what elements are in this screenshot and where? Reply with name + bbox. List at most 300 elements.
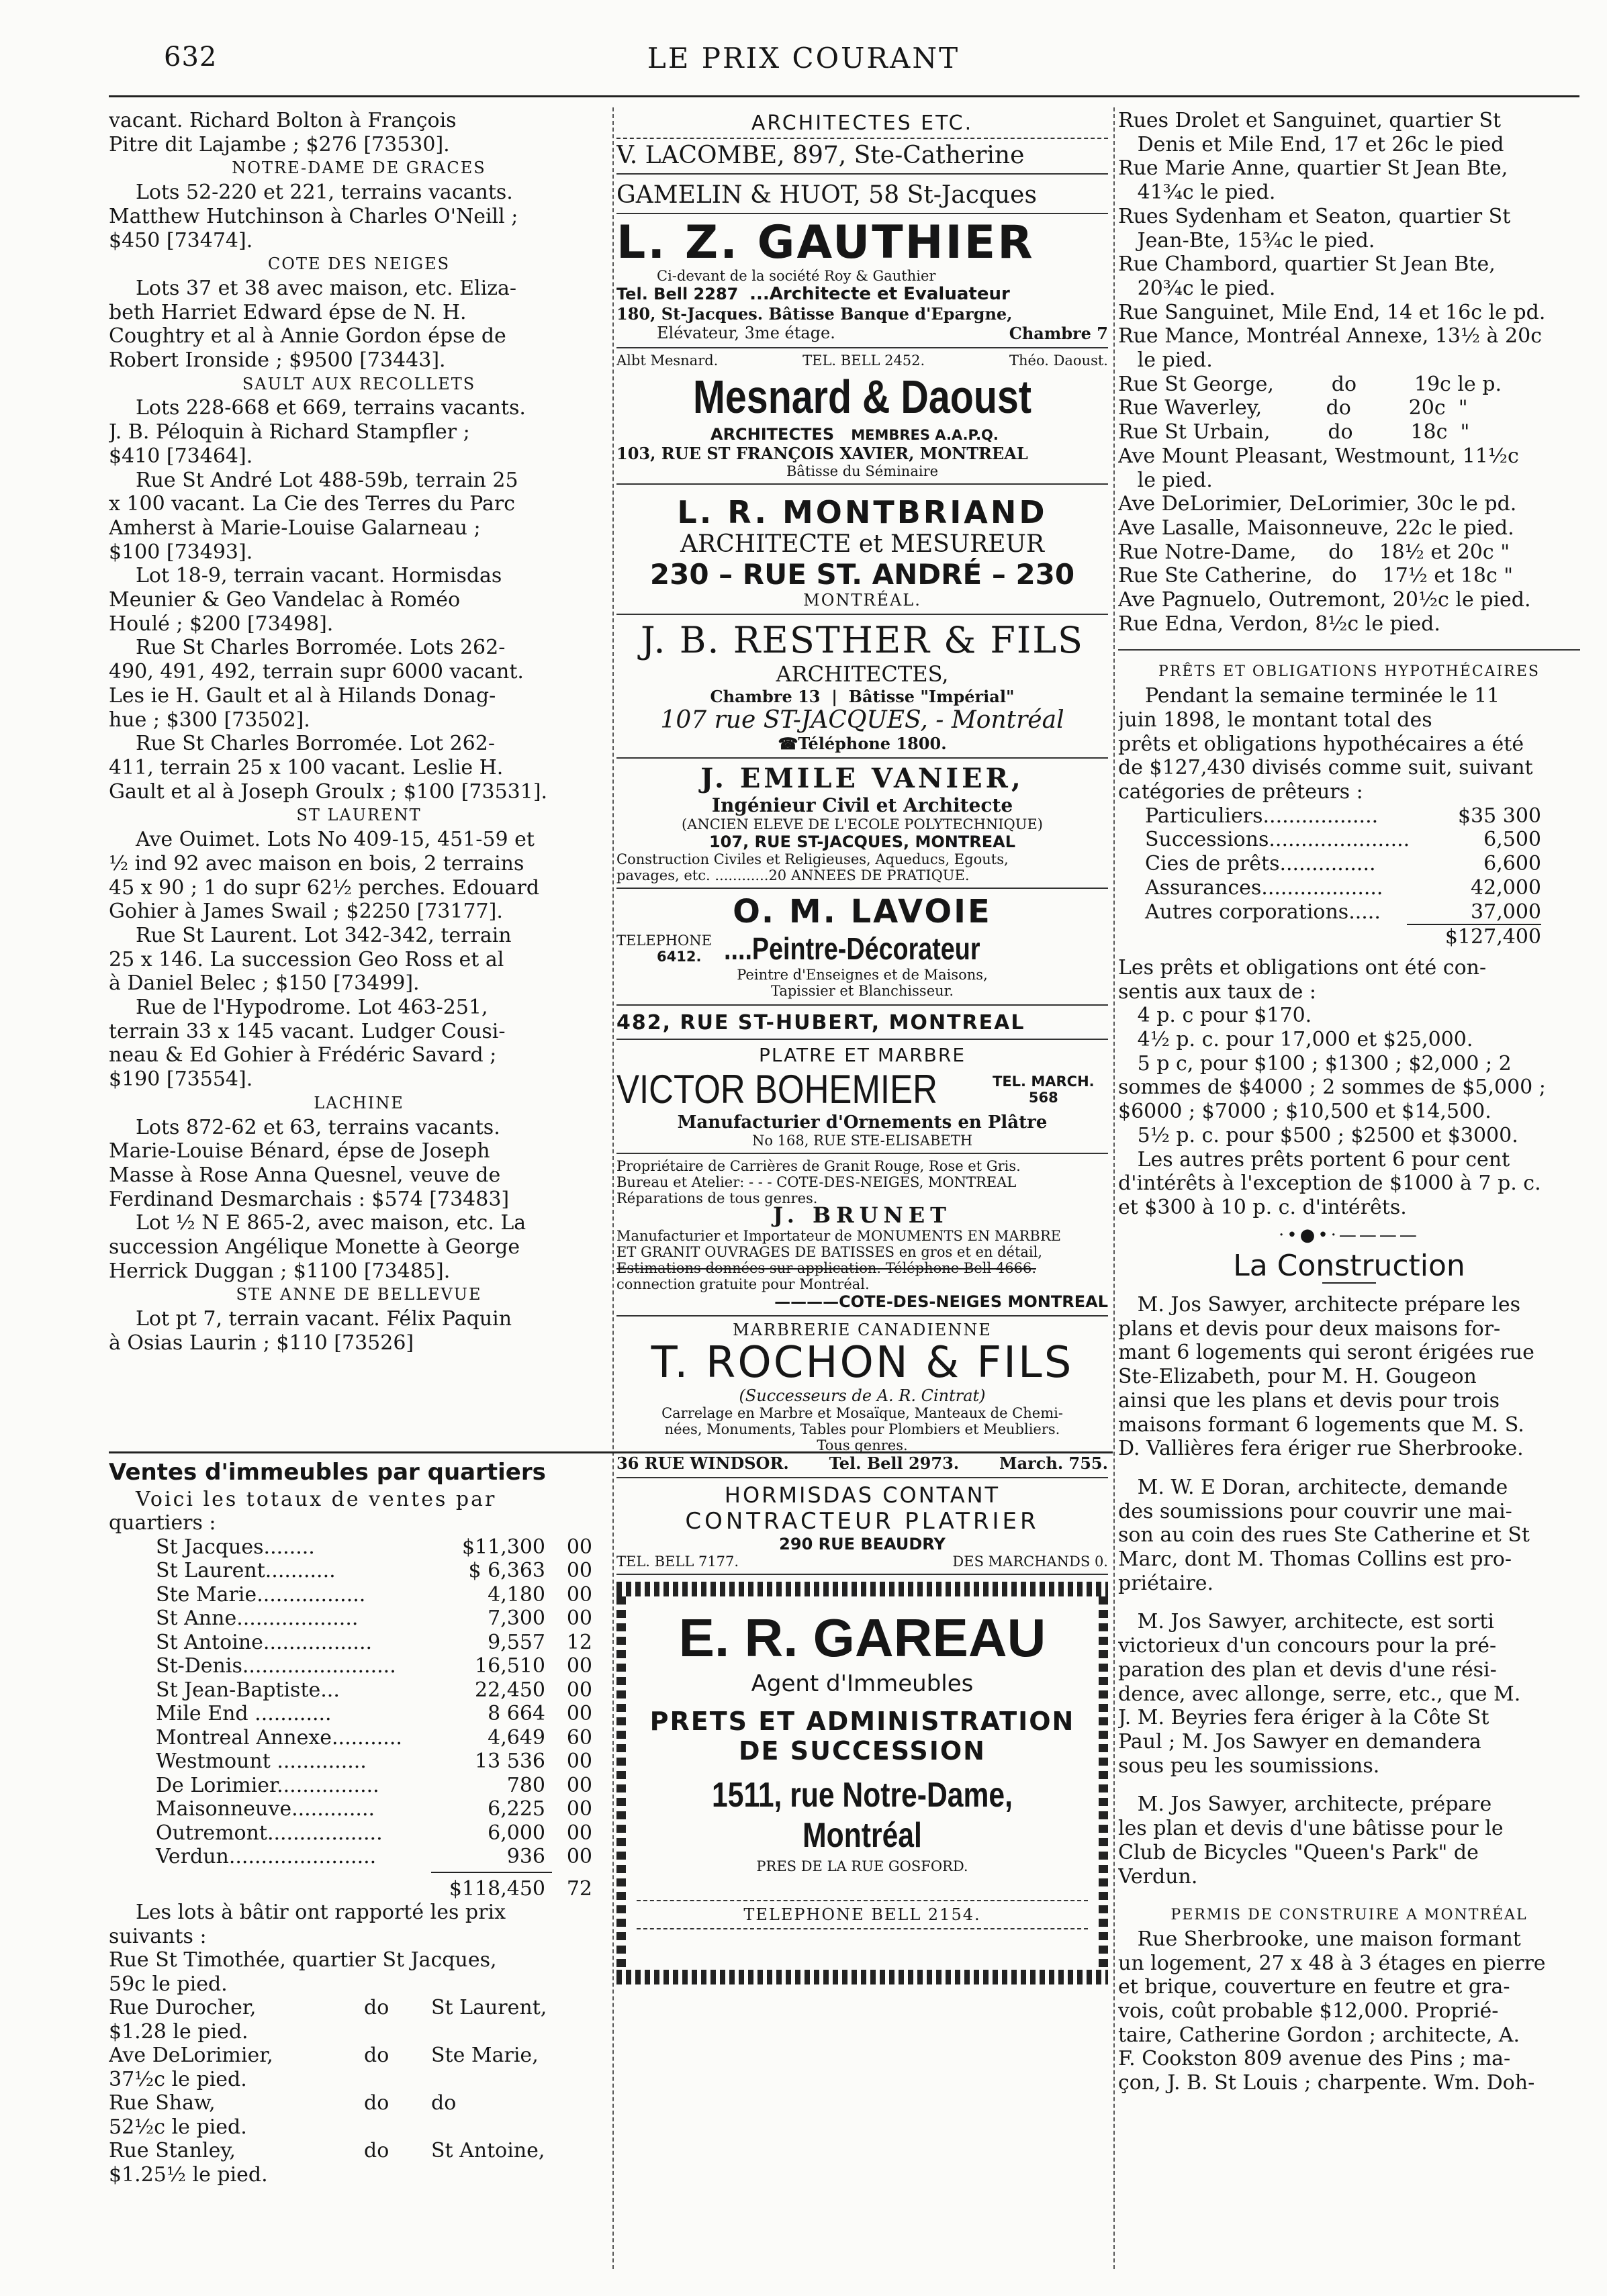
- ditto-mark: do: [364, 2139, 389, 2162]
- text-line: Ave DeLorimier, DeLorimier, 30c le pd.: [1118, 492, 1517, 516]
- contant-addr: 290 RUE BEAUDRY: [779, 1535, 946, 1553]
- text-line: Ferdinand Desmarchais : $574 [73483]: [109, 1187, 510, 1211]
- list-item: [109, 1948, 609, 1972]
- street-name: 59c le pied.: [109, 1972, 228, 1996]
- prix-intro: suivants :: [109, 1924, 207, 1948]
- section-heading: STE ANNE DE BELLEVUE: [236, 1285, 482, 1304]
- text-line: Pendant la semaine terminée le 11: [1145, 684, 1500, 708]
- text-line: $6000 ; $7000 ; $10,500 et $14,500.: [1118, 1100, 1491, 1124]
- prets-total-row: [1118, 924, 1580, 949]
- text-line: Rue Sanguinet, Mile End, 14 et 16c le pd.: [1118, 300, 1546, 324]
- text-line: Les autres prêts portent 6 pour cent: [1118, 1147, 1510, 1171]
- quartier-amount: 9,557: [488, 1630, 545, 1654]
- vanier-name: J. EMILE VANIER,: [700, 763, 1024, 794]
- quartier-name: St Laurent...........: [156, 1559, 336, 1582]
- list-item: [109, 2020, 609, 2044]
- list-item: [109, 2163, 609, 2187]
- quartier-amount: $11,300: [461, 1535, 545, 1559]
- text-line: les plan et devis d'une bâtisse pour le: [1118, 1817, 1504, 1841]
- entry-start: Rue St Charles Borromée. Lot 262-: [136, 732, 495, 756]
- paragraph: [1118, 1293, 1580, 1461]
- ventes-table: [109, 1535, 609, 1869]
- entry-start: Lot ½ N E 865-2, avec maison, etc. La: [136, 1211, 526, 1235]
- prets-header: PRÊTS ET OBLIGATIONS HYPOTHÉCAIRES: [1158, 663, 1540, 681]
- text-line: 45 x 90 ; 1 do supr 62½ perches. Edouard: [109, 875, 540, 900]
- header-rule: [109, 95, 1579, 97]
- loan-amount: $35 300: [1457, 804, 1541, 828]
- quartier-amount: 936: [506, 1845, 545, 1868]
- platre-header: PLATRE ET MARBRE: [758, 1044, 966, 1066]
- list-item: [109, 2139, 609, 2163]
- mesnard-top-line: [616, 352, 1108, 369]
- resther-ad: [616, 615, 1108, 759]
- quartier-cents: 00: [566, 1750, 592, 1773]
- ditto-mark: [364, 2068, 431, 2092]
- ornamental-border: [1099, 1596, 1108, 1970]
- quartier-cents: 60: [566, 1725, 592, 1750]
- gauthier-elev: Elévateur, 3me étage.: [657, 324, 835, 342]
- advertisements-column: [616, 109, 1108, 2277]
- street-name: $1.28 le pied.: [109, 2019, 248, 2044]
- table-row: [109, 1845, 609, 1869]
- entry-start: Lots 52-220 et 221, terrains vacants.: [136, 181, 513, 205]
- text-line: sentis aux taux de :: [1118, 979, 1317, 1004]
- resther-batisse: Bâtisse "Impérial": [848, 687, 1015, 706]
- ventes-intro: quartiers :: [109, 1511, 216, 1535]
- loan-amount: 6,600: [1483, 852, 1541, 876]
- text-line: sommes de $4000 ; 2 sommes de $5,000 ;: [1118, 1075, 1546, 1100]
- list-item: [109, 2091, 609, 2115]
- montbriand-role: ARCHITECTE et MESUREUR: [680, 530, 1045, 558]
- gauthier-tel-line: [616, 284, 1108, 304]
- mesnard-ad: [616, 348, 1108, 485]
- entry-start: Lot 18-9, terrain vacant. Hormisdas: [136, 564, 502, 588]
- text-line: J. B. Péloquin à Richard Stampfler ;: [109, 420, 470, 444]
- text-line: priétaire.: [1118, 1571, 1214, 1595]
- text-line: des soumissions pour couvrir une mai-: [1118, 1499, 1512, 1523]
- vanier-addr: 107, RUE ST-JACQUES, MONTREAL: [708, 832, 1016, 851]
- text-line: $450 [73474].: [109, 228, 253, 252]
- paragraph: [1118, 1610, 1580, 1778]
- quartier-amount: 6,225: [488, 1797, 545, 1821]
- street-name: $1.25½ le pied.: [109, 2162, 268, 2187]
- section-heading: NOTRE-DAME DE GRACES: [232, 158, 486, 178]
- vanier-ad: [616, 759, 1108, 889]
- bohemier-addr: No 168, RUE STE-ELISABETH: [751, 1133, 973, 1149]
- contant-tel: TEL. BELL 7177.: [616, 1553, 739, 1570]
- rochon-ad: [616, 1317, 1108, 1478]
- quartier-name: Montreal Annexe...........: [156, 1725, 402, 1750]
- bohemier-role: Manufacturier d'Ornements en Plâtre: [677, 1112, 1048, 1133]
- rochon-l3: Tous genres.: [817, 1437, 908, 1453]
- paragraph: [1118, 1792, 1580, 1888]
- section-heading: SAULT AUX RECOLLETS: [242, 374, 476, 393]
- text-line: Marie-Louise Bénard, épse de Joseph: [109, 1139, 490, 1163]
- transactions-column: [109, 109, 609, 1451]
- quartier-name: St Laurent,: [431, 1996, 547, 2019]
- brunet-l5: ET GRANIT OUVRAGES DE BATISSES en gros et en détail,: [616, 1244, 1043, 1260]
- text-line: x 100 vacant. La Cie des Terres du Parc: [109, 492, 516, 516]
- text-line: $190 [73554].: [109, 1067, 253, 1092]
- column-divider: [1113, 107, 1115, 2269]
- quartier-cents: 00: [566, 1582, 592, 1607]
- ditto-mark: [364, 2163, 431, 2187]
- quartier-cents: 00: [566, 1702, 592, 1725]
- mesnard-bat: Bâtisse du Séminaire: [786, 463, 939, 479]
- quartier-amount: 13 536: [475, 1750, 545, 1773]
- entry-start: Rue St André Lot 488-59b, terrain 25: [136, 468, 518, 492]
- text-line: Gault et al à Joseph Groulx ; $100 [73531].: [109, 779, 548, 804]
- text-line: paration des plan et devis d'une rési-: [1118, 1658, 1497, 1682]
- gareau-near: PRES DE LA RUE GOSFORD.: [756, 1858, 968, 1874]
- ditto-mark: do: [364, 2091, 389, 2115]
- entry-start: Lots 228-668 et 669, terrains vacants.: [136, 396, 526, 420]
- prix-intro: Les lots à bâtir ont rapporté les prix: [136, 1901, 506, 1924]
- text-line: M. Jos Sawyer, architecte, prépare: [1118, 1792, 1492, 1817]
- ventes-title: Ventes d'immeubles par quartiers: [109, 1461, 546, 1486]
- text-line: 20¾c le pied.: [1118, 276, 1276, 300]
- table-row: [109, 1535, 609, 1560]
- ventes-section: [109, 1461, 609, 2266]
- quartier-name: Verdun.......................: [156, 1845, 377, 1868]
- column-divider: [612, 107, 614, 2269]
- prix-list: [109, 1948, 609, 2187]
- prets-intro: [1118, 684, 1580, 804]
- resther-role: ARCHITECTES,: [776, 661, 949, 687]
- gareau-ad: [616, 1582, 1108, 1984]
- gauthier-tel: Tel. Bell 2287: [616, 285, 739, 303]
- contant-role: CONTRACTEUR PLATRIER: [685, 1508, 1040, 1535]
- montbriand-ad: [616, 485, 1108, 615]
- montbriand-name: L. R. MONTBRIAND: [677, 494, 1048, 530]
- ditto-mark: [364, 2020, 431, 2044]
- loan-amount: 6,500: [1483, 828, 1541, 852]
- ventes-total-cents: 72: [566, 1876, 592, 1901]
- quartier-cents: 00: [566, 1845, 592, 1868]
- text-line: succession Angélique Monette à George: [109, 1235, 520, 1259]
- text-line: Rue Chambord, quartier St Jean Bte,: [1118, 252, 1496, 277]
- quartier-name: [431, 2068, 609, 2092]
- quartier-cents: 00: [566, 1821, 592, 1845]
- section-heading: ST LAURENT: [296, 806, 422, 825]
- mesnard-addr: 103, RUE ST FRANÇOIS XAVIER, MONTREAL: [616, 444, 1028, 463]
- quartier-name: Outremont..................: [156, 1821, 383, 1845]
- quartier-cents: 00: [566, 1535, 592, 1559]
- text-line: et brique, couverture en feutre et gra-: [1118, 1975, 1510, 1999]
- quartier-name: [431, 2115, 609, 2140]
- ditto-mark: [364, 1972, 431, 1997]
- table-row: [1145, 900, 1580, 924]
- gauthier-name: L. Z. GAUTHIER: [616, 216, 1035, 269]
- street-name: 37½c le pied.: [109, 2067, 247, 2091]
- text-line: vois, coût probable $12,000. Proprié-: [1118, 1999, 1499, 2023]
- montbriand-city: MONTRÉAL.: [803, 591, 921, 610]
- architectes-header: ARCHITECTES ETC.: [751, 111, 974, 135]
- text-line: M. Jos Sawyer, architecte prépare les: [1118, 1293, 1521, 1317]
- text-line: Marc, dont M. Thomas Collins est pro-: [1118, 1547, 1512, 1572]
- lavoie-l2: Tapissier et Blanchisseur.: [770, 983, 954, 999]
- text-line: Rues Sydenham et Seaton, quartier St: [1118, 204, 1511, 228]
- entry-start: Ave Ouimet. Lots No 409-15, 451-59 et: [136, 828, 535, 852]
- rochon-addr: 36 RUE WINDSOR.: [616, 1453, 789, 1473]
- entry-start: Lots 872-62 et 63, terrains vacants.: [136, 1115, 500, 1139]
- text-line: J. M. Beyries fera ériger à la Côte St: [1118, 1706, 1489, 1730]
- ventes-intro: Voici les totaux de ventes par: [136, 1487, 497, 1511]
- text-line: Meunier & Geo Vandelac à Roméo: [109, 588, 461, 612]
- quartier-name: Westmount ..............: [156, 1750, 367, 1773]
- brunet-l1: Propriétaire de Carrières de Granit Rouge, Rose et Gris.: [616, 1158, 1021, 1174]
- resther-name: J. B. RESTHER & FILS: [640, 619, 1085, 661]
- rochon-sub: (Successeurs de A. R. Cintrat): [739, 1386, 986, 1405]
- table-row: [109, 1726, 609, 1750]
- text-line: $100 [73493].: [109, 540, 253, 564]
- brunet-l8-line: ————COTE-DES-NEIGES MONTREAL: [774, 1292, 1108, 1311]
- list-item: [109, 1996, 609, 2020]
- gareau-tel: TELEPHONE BELL 2154.: [637, 1900, 1088, 1929]
- mesnard-left: Albt Mesnard.: [616, 352, 719, 369]
- contant-ad: [616, 1478, 1108, 1575]
- list-item: [109, 2115, 609, 2140]
- entry-start: Rue St Charles Borromée. Lots 262-: [136, 636, 506, 660]
- right-column: [1118, 109, 1580, 2277]
- text-line: Jean-Bte, 15¾c le pied.: [1118, 228, 1375, 252]
- text-line: D. Vallières fera ériger rue Sherbrooke.: [1118, 1437, 1524, 1461]
- table-row: [109, 1559, 609, 1583]
- gamelin-listing: GAMELIN & HUOT, 58 St-Jacques: [616, 173, 1108, 209]
- mesnard-role: ARCHITECTES: [710, 425, 835, 444]
- vanier-role: Ingénieur Civil et Architecte: [711, 794, 1013, 816]
- street-name: Rue Durocher,: [109, 1996, 257, 2019]
- text-line: maisons formant 6 logements que M. S.: [1118, 1413, 1524, 1437]
- text-line: Rue St Urbain, do 18c ": [1118, 420, 1470, 444]
- bohemier-tel1: TEL. MARCH.: [993, 1073, 1095, 1090]
- text-line: Amherst à Marie-Louise Galarneau ;: [109, 516, 481, 540]
- text-line: Rue Notre-Dame, do 18½ et 20c ": [1118, 540, 1510, 564]
- text-line: Houlé ; $200 [73498].: [109, 612, 334, 636]
- construction-body: [1118, 1293, 1580, 1888]
- text-line: taire, Catherine Gordon ; architecte, A.: [1118, 2023, 1520, 2047]
- mesnard-name: Mesnard & Daoust: [693, 371, 1031, 423]
- table-row: [109, 1797, 609, 1821]
- bohemier-name: VICTOR BOHEMIER: [616, 1067, 937, 1112]
- list-item: [109, 2068, 609, 2092]
- brunet-ad: [616, 1154, 1108, 1317]
- text-line: le pied.: [1118, 468, 1213, 492]
- text-line: son au coin des rues Ste Catherine et St: [1118, 1523, 1530, 1547]
- quartier-amount: 22,450: [475, 1678, 545, 1702]
- prets-rates: [1118, 956, 1580, 1220]
- rochon-tel: Tel. Bell 2973.: [829, 1453, 960, 1473]
- quartier-name: St Antoine.................: [156, 1630, 373, 1654]
- text-line: à Daniel Belec ; $150 [73499].: [109, 971, 420, 996]
- street-name: Rue St Timothée, quartier St Jacques,: [109, 1948, 497, 1972]
- gareau-l1: PRETS ET ADMINISTRATION: [649, 1707, 1075, 1736]
- vanier-l2a: pavages, etc.: [616, 867, 710, 883]
- table-row: [109, 1654, 609, 1678]
- text-line: Rue Sherbrooke, une maison formant: [1118, 1927, 1521, 1951]
- text-line: Verdun.: [1118, 1864, 1198, 1888]
- text-line: Masse à Rose Anna Quesnel, veuve de: [109, 1163, 501, 1187]
- resther-chambre-line: Chambre 13 | Bâtisse "Impérial": [710, 687, 1015, 706]
- quartier-amount: 4,649: [488, 1725, 545, 1750]
- text-line: le pied.: [1118, 348, 1213, 373]
- brunet-name: J. BRUNET: [773, 1202, 952, 1228]
- quartier-amount: 8 664: [488, 1702, 545, 1725]
- lender-category: Cies de prêts...............: [1145, 852, 1376, 876]
- quartier-name: [431, 2163, 609, 2187]
- mesnard-role-line: [616, 425, 1108, 444]
- brunet-l3: Réparations de tous genres.: [616, 1190, 818, 1206]
- resther-addr: 107 rue ST-JACQUES, - Montréal: [660, 706, 1064, 734]
- rochon-addr-line: [616, 1453, 1108, 1473]
- list-item: [109, 2044, 609, 2068]
- text-line: plans et devis pour deux maisons for-: [1118, 1317, 1501, 1341]
- table-row: [109, 1607, 609, 1631]
- loan-amount: 42,000: [1471, 875, 1541, 900]
- table-row: [109, 1702, 609, 1726]
- text-line: beth Harriet Edward épse de N. H.: [109, 300, 467, 324]
- quartier-name: do: [431, 2091, 457, 2115]
- contant-march: DES MARCHANDS 0.: [952, 1553, 1108, 1570]
- vanier-l2b: ............20 ANNEES DE PRATIQUE.: [715, 867, 970, 883]
- table-row: [109, 1774, 609, 1798]
- vanier-l2: [616, 867, 1108, 883]
- text-line: 411, terrain 25 x 100 vacant. Leslie H.: [109, 755, 504, 779]
- section-heading: COTE DES NEIGES: [267, 254, 451, 274]
- gauthier-addr: 180, St-Jacques. Bâtisse Banque d'Epargne,: [616, 304, 1013, 324]
- section-heading: LACHINE: [314, 1093, 404, 1112]
- table-row: [109, 1583, 609, 1607]
- total-rule: [431, 1872, 552, 1877]
- text-line: Pitre dit Lajambe ; $276 [73530].: [109, 132, 450, 156]
- ventes-total-row: [109, 1877, 609, 1901]
- text-line: de $127,430 divisés comme suit, suivant: [1118, 756, 1533, 780]
- page-title: LE PRIX COURANT: [647, 42, 960, 75]
- quartier-name: St Antoine,: [431, 2139, 545, 2162]
- text-line: Rue St George, do 19c le p.: [1118, 372, 1502, 396]
- street-name: Rue Stanley,: [109, 2139, 236, 2162]
- text-line: Ave Pagnuelo, Outremont, 20½c le pied.: [1118, 588, 1531, 612]
- text-line: Rue Edna, Verdon, 8½c le pied.: [1118, 612, 1440, 636]
- permis-header: PERMIS DE CONSTRUIRE A MONTRÉAL: [1170, 1907, 1528, 1924]
- text-line: Les ie H. Gault et al à Hilands Donag-: [109, 683, 496, 708]
- text-line: F. Cookston 809 avenue des Pins ; ma-: [1118, 2047, 1511, 2071]
- lender-category: Particuliers..................: [1145, 804, 1379, 828]
- quartier-cents: 00: [566, 1559, 592, 1582]
- text-line: Ste-Elizabeth, pour M. H. Gougeon: [1118, 1365, 1477, 1389]
- brunet-l7: connection gratuite pour Montréal.: [616, 1276, 870, 1292]
- text-line: ainsi que les plans et devis pour trois: [1118, 1388, 1500, 1413]
- quartier-amount: 7,300: [488, 1607, 545, 1630]
- rochon-march: March. 755.: [999, 1453, 1108, 1473]
- quartier-name: St Jean-Baptiste...: [156, 1678, 340, 1702]
- quartier-amount: $ 6,363: [468, 1559, 545, 1582]
- text-line: Gohier à James Swail ; $2250 [73177].: [109, 900, 503, 924]
- gauthier-chambre: Chambre 7: [1009, 324, 1108, 343]
- mesnard-membres: MEMBRES A.A.P.Q.: [851, 427, 999, 443]
- quartier-cents: 00: [566, 1654, 592, 1678]
- table-row: [109, 1821, 609, 1846]
- text-line: Rue Ste Catherine, do 17½ et 18c ": [1118, 564, 1514, 588]
- ornamental-border: [616, 1970, 1108, 1984]
- loan-amount: 37,000: [1471, 900, 1541, 924]
- text-line: vacant. Richard Bolton à François: [109, 109, 457, 132]
- street-name: Rue Shaw,: [109, 2091, 216, 2115]
- lavoie-tel2: 6412.: [657, 949, 702, 965]
- lavoie-tel-block: [616, 930, 1108, 967]
- mesnard-right: Théo. Daoust.: [1009, 352, 1108, 369]
- quartier-name: St Jacques........: [156, 1535, 315, 1559]
- street-name: 52½c le pied.: [109, 2115, 247, 2139]
- lavoie-name: O. M. LAVOIE: [733, 893, 992, 930]
- ventes-total-amount: $118,450: [449, 1876, 545, 1901]
- table-row: [109, 1750, 609, 1774]
- entry-start: Rue St Laurent. Lot 342-342, terrain: [136, 923, 512, 947]
- text-line: 25 x 146. La succession Geo Ross et al: [109, 947, 504, 971]
- gareau-role: Agent d'Immeubles: [751, 1670, 974, 1697]
- table-row: [1145, 852, 1580, 876]
- gareau-addr: 1511, rue Notre-Dame, Montréal: [712, 1776, 1013, 1855]
- text-line: Paul ; M. Jos Sawyer en demandera: [1118, 1730, 1481, 1754]
- text-line: un logement, 27 x 48 à 3 étages en pierre: [1118, 1951, 1546, 1975]
- list-item: [109, 1972, 609, 1997]
- text-line: prêts et obligations hypothécaires a été: [1118, 732, 1524, 756]
- quartier-name: Maisonneuve.............: [156, 1797, 375, 1821]
- quartier-amount: 16,510: [475, 1654, 545, 1678]
- bohemier-ad: [616, 1040, 1108, 1154]
- text-line: 5 p c, pour $100 ; $1300 ; $2,000 ; 2: [1118, 1051, 1512, 1075]
- ditto-mark: do: [364, 2044, 389, 2067]
- gareau-name: E. R. GAREAU: [678, 1608, 1046, 1668]
- lavoie-ad: [616, 889, 1108, 1040]
- paragraph: [1118, 1476, 1580, 1596]
- brunet-l6: Estimations données sur application. Téléphone Bell 4666.: [616, 1260, 1036, 1276]
- brunet-l4: Manufacturier et Importateur de MONUMENTS EN MARBRE: [616, 1228, 1061, 1244]
- architectes-ad: [616, 109, 1108, 214]
- bohemier-name-line: [616, 1066, 1108, 1112]
- entry-start: Lots 37 et 38 avec maison, etc. Eliza-: [136, 276, 517, 300]
- gauthier-elev-line: [616, 324, 1108, 343]
- brunet-l8: COTE-DES-NEIGES MONTREAL: [839, 1292, 1108, 1311]
- lacombe-listing: V. LACOMBE, 897, Ste-Catherine: [616, 138, 1108, 169]
- quartier-name: [431, 1972, 609, 1997]
- prets-total: $127,400: [1407, 924, 1541, 949]
- rochon-l2: nées, Monuments, Tables pour Plombiers et Meubliers.: [664, 1421, 1060, 1437]
- text-line: juin 1898, le montant total des: [1118, 708, 1432, 732]
- text-line: 5½ p. c. pour $500 ; $2500 et $3000.: [1118, 1123, 1518, 1147]
- resther-chambre: Chambre 13: [710, 687, 821, 706]
- text-line: Rue Waverley, do 20c ": [1118, 396, 1468, 420]
- contant-tel-line: [616, 1553, 1108, 1570]
- entry-start: Lot pt 7, terrain vacant. Félix Paquin: [136, 1307, 512, 1331]
- brunet-l2: Bureau et Atelier: - - - COTE-DES-NEIGES, MONTREAL: [616, 1174, 1017, 1190]
- quartier-cents: 00: [566, 1773, 592, 1797]
- quartier-cents: 00: [566, 1678, 592, 1702]
- permis-body: [1118, 1927, 1580, 2095]
- prets-table: [1118, 804, 1580, 924]
- page-number: 632: [164, 42, 218, 73]
- text-line: M. W. E Doran, architecte, demande: [1118, 1475, 1508, 1499]
- text-line: Ave Lasalle, Maisonneuve, 22c le pied.: [1118, 516, 1514, 540]
- quartier-name: De Lorimier................: [156, 1773, 379, 1797]
- table-row: [109, 1678, 609, 1703]
- text-line: Rues Drolet et Sanguinet, quartier St: [1118, 109, 1502, 132]
- lender-category: Successions......................: [1145, 828, 1410, 852]
- rochon-name: T. ROCHON & FILS: [651, 1338, 1074, 1388]
- text-line: $410 [73464].: [109, 444, 253, 468]
- table-row: [1145, 828, 1580, 852]
- mesnard-tel: TEL. BELL 2452.: [802, 352, 925, 369]
